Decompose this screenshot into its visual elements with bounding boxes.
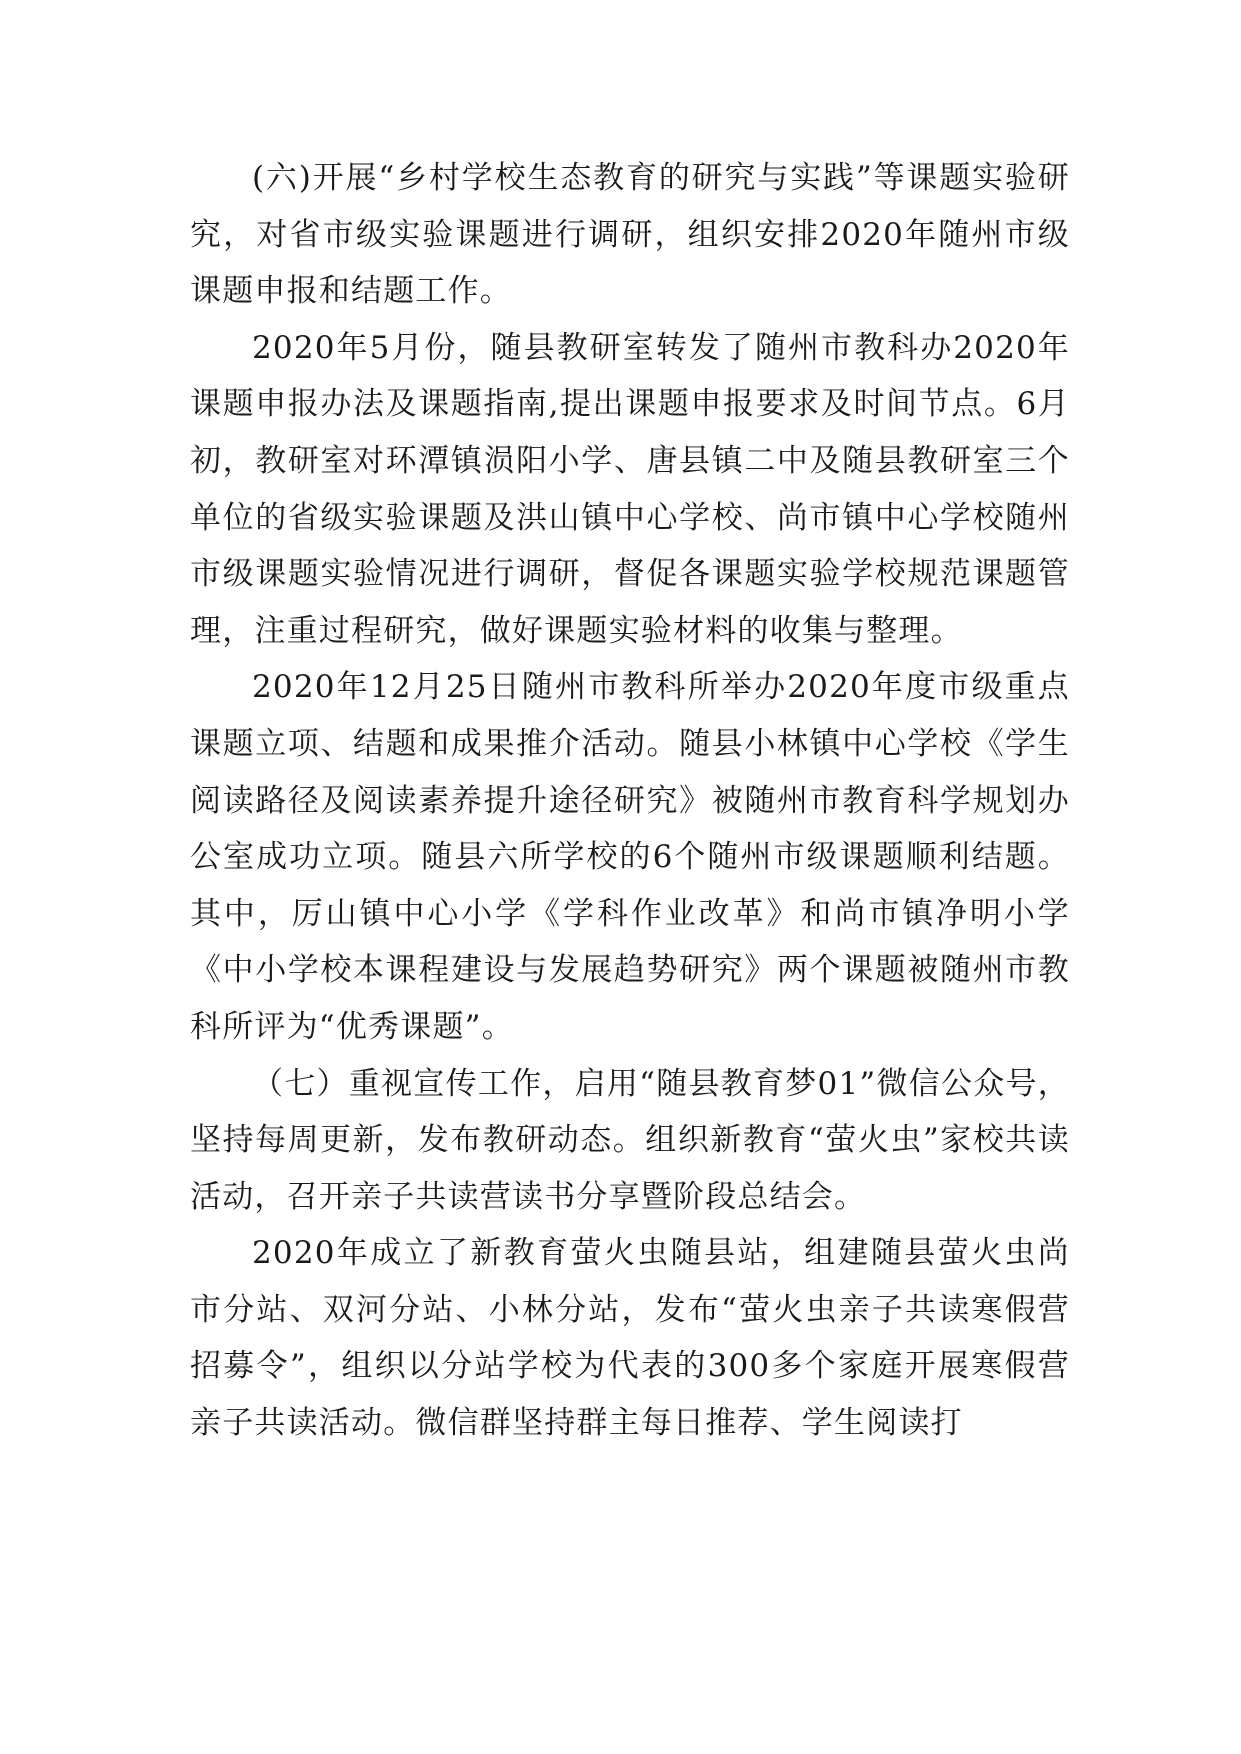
paragraph-project-results: 2020年12月25日随州市教科所举办2020年度市级重点课题立项、结题和成果推介活动。随县小林镇中心学校《学生阅读路径及阅读素养提升途径研究》被随州市教育科学规划办公室成功立项。随县六所学校的6个随州市级课题顺利结题。其中，厉山镇中心小学《学科作业改革》和尚市镇净明小学《中小学校本课程建设与发展趋势研究》两个课题被随州市教科所评为“优秀课题”。 <box>190 669 1070 1045</box>
document-body <box>190 150 1070 1452</box>
paragraph-publicity-work: （七）重视宣传工作，启用“随县教育梦01”微信公众号，坚持每周更新，发布教研动态。组织新教育“萤火虫”家校共读活动，召开亲子共读营读书分享暨阶段总结会。 <box>190 1065 1070 1215</box>
paragraph-research-projects: (六)开展“乡村学校生态教育的研究与实践”等课题实验研究，对省市级实验课题进行调研，组织安排2020年随州市级课题申报和结题工作。 <box>190 160 1070 310</box>
paragraph-project-application: 2020年5月份，随县教研室转发了随州市教科办2020年课题申报办法及课题指南,提出课题申报要求及时间节点。6月初，教研室对环潭镇涢阳小学、唐县镇二中及随县教研室三个单位的省级实验课题及洪山镇中心学校、尚市镇中心学校随州市级课题实验情况进行调研，督促各课题实验学校规范课题管理，注重过程研究，做好课题实验材料的收集与整理。 <box>190 329 1070 649</box>
paragraph-firefly-reading: 2020年成立了新教育萤火虫随县站，组建随县萤火虫尚市分站、双河分站、小林分站，发布“萤火虫亲子共读寒假营招募令”，组织以分站学校为代表的300多个家庭开展寒假营亲子共读活动。微信群坚持群主每日推荐、学生阅读打 <box>190 1235 1070 1442</box>
